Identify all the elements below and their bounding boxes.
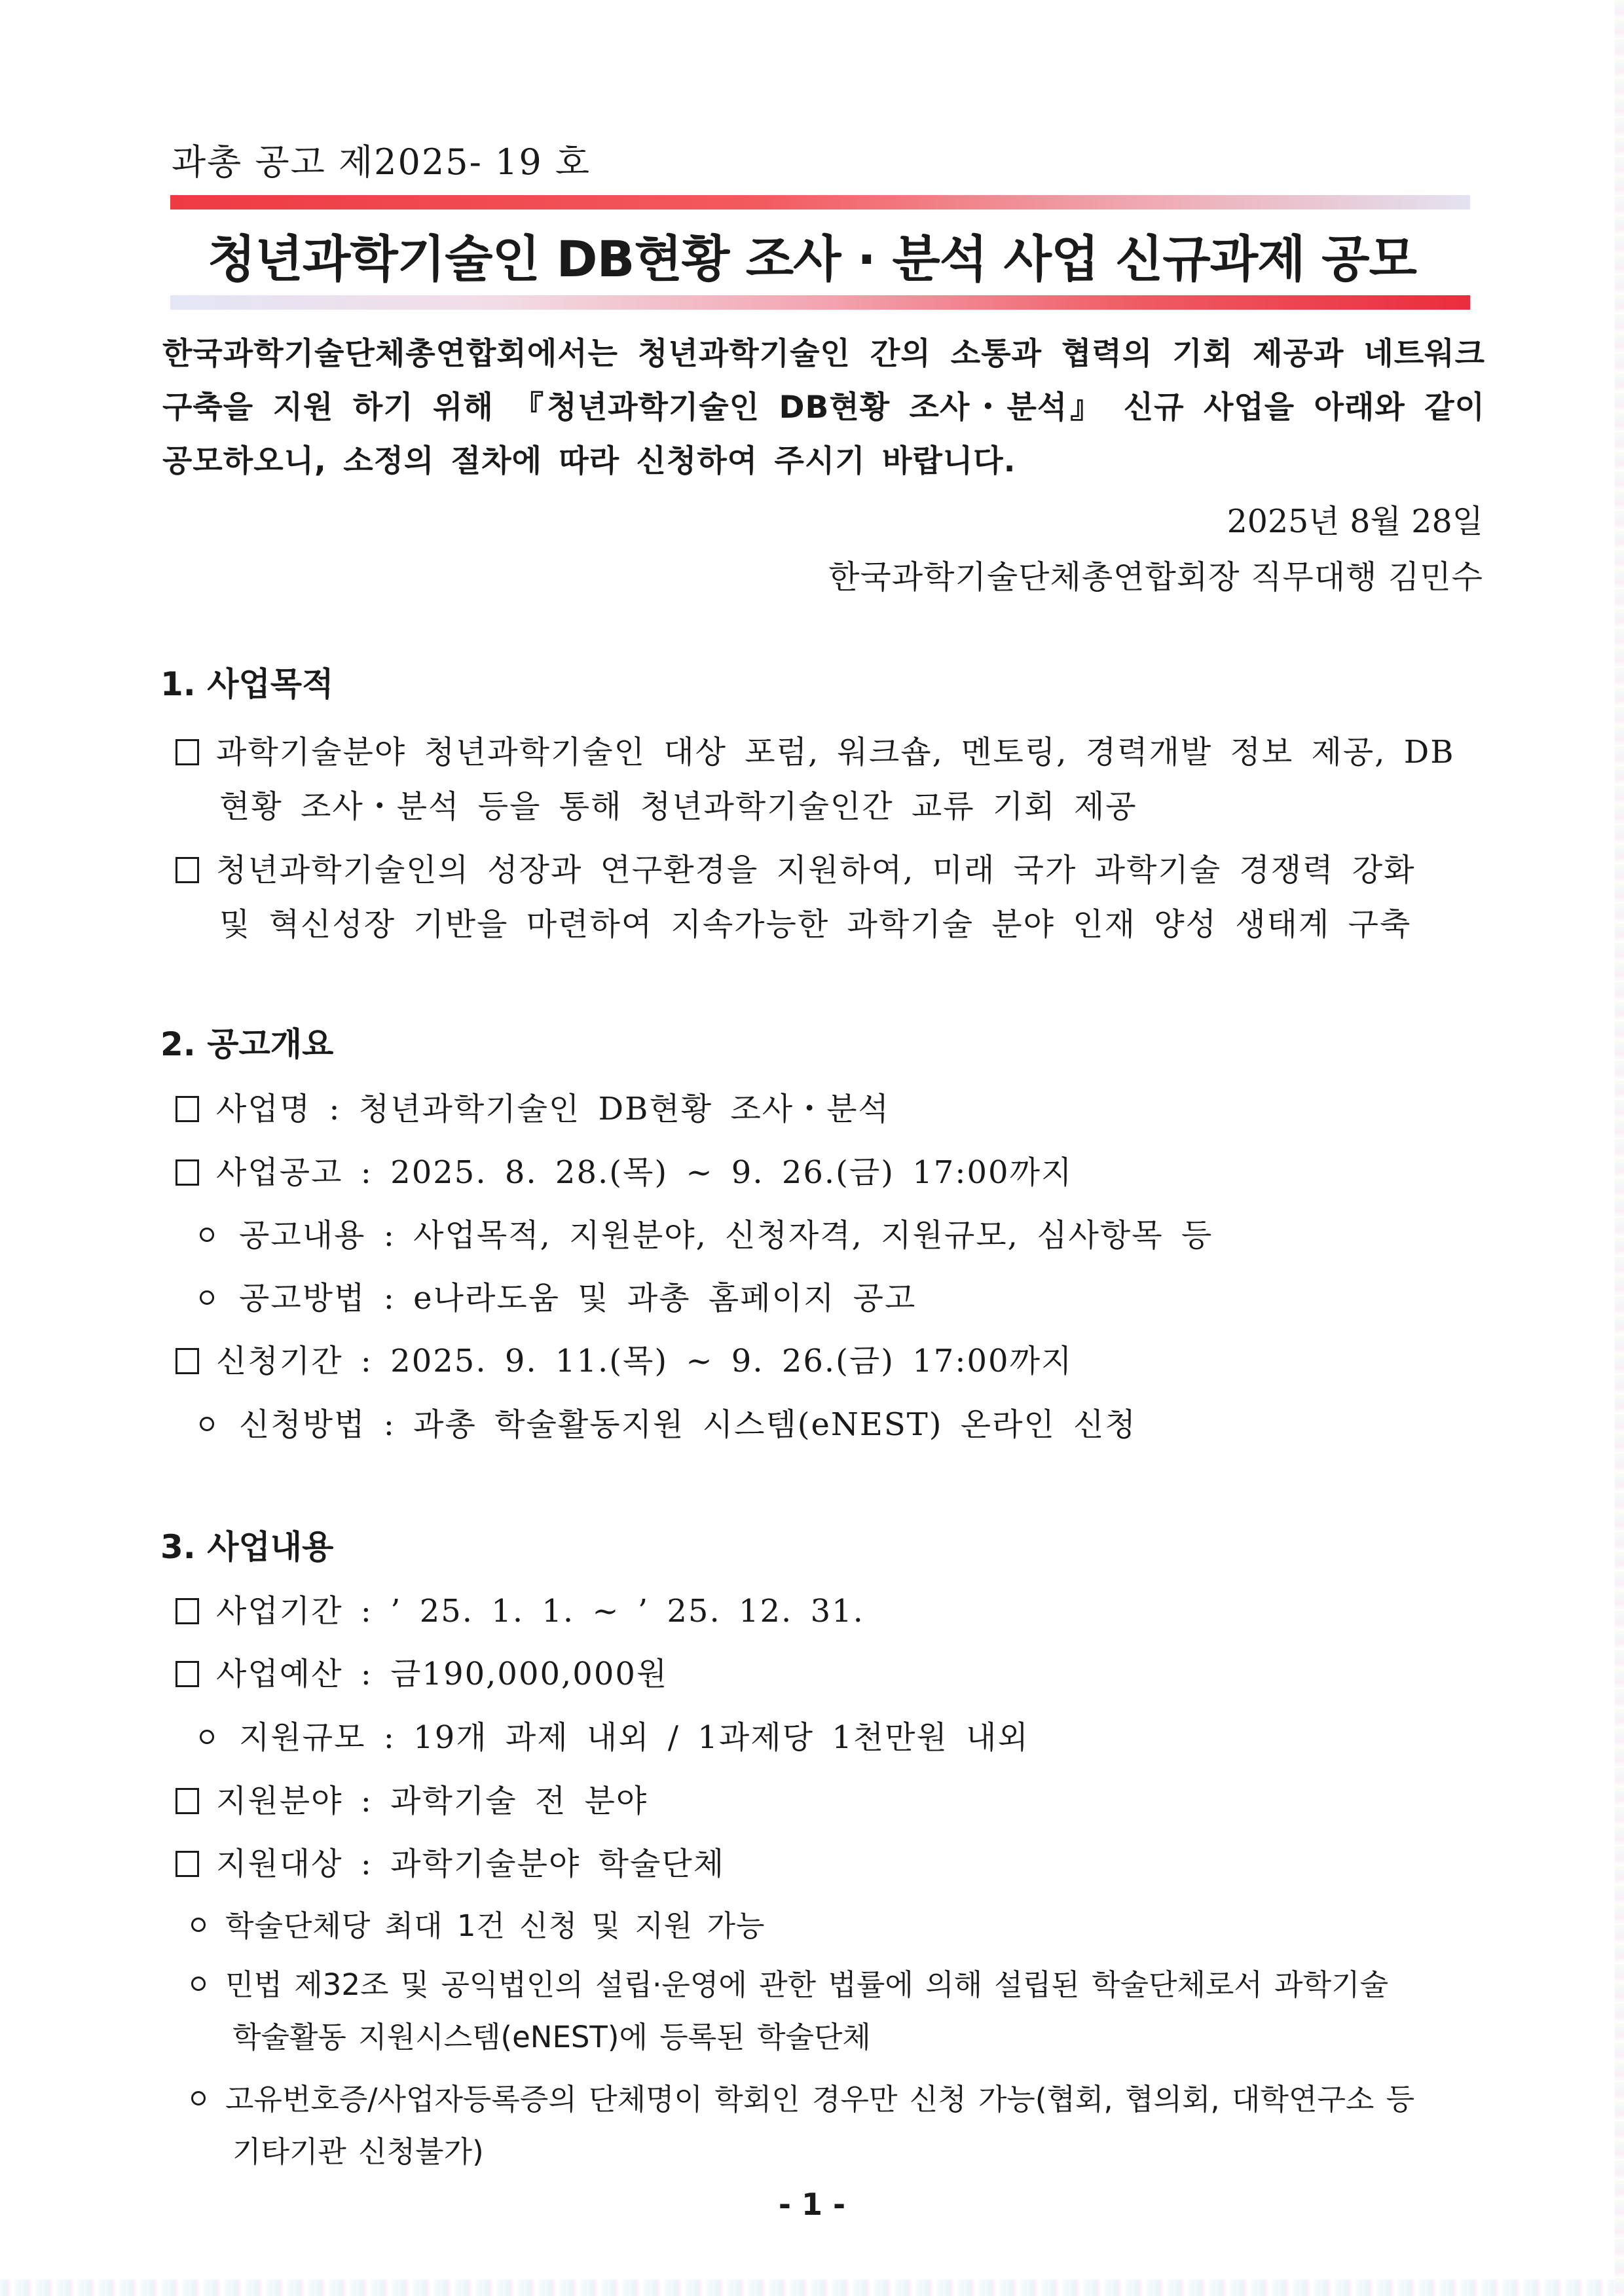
square-bullet-icon	[175, 857, 199, 883]
page-number: - 1 -	[778, 2187, 846, 2222]
list-item-continuation: 학술활동 지원시스템(eNEST)에 등록된 학술단체	[232, 2020, 871, 2054]
square-bullet-icon	[175, 1788, 199, 1814]
list-item-budget: 사업예산 : 금190,000,000원	[175, 1649, 668, 1694]
announcement-date: 2025년 8월 28일	[1227, 503, 1483, 540]
title-bar-bottom	[170, 295, 1470, 310]
page-title: 청년과학기술인 DB현황 조사 · 분석 사업 신규과제 공모	[208, 230, 1416, 288]
list-item-project-period: 사업기간 : ’ 25. 1. 1. ~ ’ 25. 12. 31.	[175, 1586, 864, 1631]
list-item-project-name: 사업명 : 청년과학기술인 DB현황 조사・분석	[175, 1084, 890, 1129]
square-bullet-icon	[175, 1348, 199, 1374]
section-heading-overview: 2. 공고개요	[160, 1025, 334, 1063]
square-bullet-icon	[175, 1598, 199, 1624]
list-item-continuation: 현황 조사・분석 등을 통해 청년과학기술인간 교류 기회 제공	[219, 788, 1137, 825]
circle-bullet-icon	[200, 1228, 214, 1242]
intro-paragraph: 한국과학기술단체총연합회에서는 청년과학기술인 간의 소통과 협력의 기회 제공과 네트워크 구축을 지원 하기 위해 『청년과학기술인 DB현황 조사・분석』 신규 사업을 아래와 같이 공모하오니, 소정의 절차에 따라 신청하여 주시기 바랍니다.	[162, 336, 1485, 479]
scan-artifact-right	[1615, 0, 1624, 2296]
list-item-eligibility-limit: 학술단체당 최대 1건 신청 및 지원 가능	[191, 1902, 766, 1944]
square-bullet-icon	[175, 739, 199, 765]
scan-artifact-bottom	[0, 2280, 1624, 2296]
list-item-announcement-method: 공고방법 : e나라도움 및 과총 홈페이지 공고	[200, 1273, 916, 1318]
square-bullet-icon	[175, 1661, 199, 1687]
square-bullet-icon	[175, 1159, 199, 1186]
circle-bullet-icon	[191, 1918, 206, 1932]
list-item-support-target: 지원대상 : 과학기술분야 학술단체	[175, 1838, 725, 1884]
list-item: 과학기술분야 청년과학기술인 대상 포럼, 워크숍, 멘토링, 경력개발 정보 제공, DB	[175, 727, 1455, 772]
list-item: 청년과학기술인의 성장과 연구환경을 지원하여, 미래 국가 과학기술 경쟁력 강화	[175, 845, 1415, 890]
section-heading-purpose: 1. 사업목적	[160, 665, 334, 703]
circle-bullet-icon	[191, 2091, 206, 2105]
square-bullet-icon	[175, 1851, 199, 1877]
list-item-continuation: 기타기관 신청불가)	[232, 2134, 484, 2169]
circle-bullet-icon	[200, 1290, 214, 1305]
list-item-eligibility-society-only: 고유번호증/사업자등록증의 단체명이 학회인 경우만 신청 가능(협회, 협의회, 대학연구소 등	[191, 2075, 1414, 2118]
list-item-continuation: 및 혁신성장 기반을 마련하여 지속가능한 과학기술 분야 인재 양성 생태계 구축	[219, 906, 1412, 943]
circle-bullet-icon	[200, 1730, 214, 1744]
list-item-eligibility-legal: 민법 제32조 및 공익법인의 설립·운영에 관한 법률에 의해 설립된 학술단체로서 과학기술	[191, 1961, 1388, 2003]
list-item-announcement-period: 사업공고 : 2025. 8. 28.(목) ~ 9. 26.(금) 17:00까지	[175, 1147, 1073, 1192]
list-item-application-period: 신청기간 : 2025. 9. 11.(목) ~ 9. 26.(금) 17:00까지	[175, 1336, 1073, 1381]
list-item-announcement-content: 공고내용 : 사업목적, 지원분야, 신청자격, 지원규모, 심사항목 등	[200, 1210, 1213, 1255]
circle-bullet-icon	[191, 1977, 206, 1991]
list-item-support-scale: 지원규모 : 19개 과제 내외 / 1과제당 1천만원 내외	[200, 1712, 1029, 1757]
list-item-application-method: 신청방법 : 과총 학술활동지원 시스템(eNEST) 온라인 신청	[200, 1399, 1137, 1444]
section-heading-content: 3. 사업내용	[160, 1528, 334, 1566]
square-bullet-icon	[175, 1096, 199, 1122]
signatory: 한국과학기술단체총연합회장 직무대행 김민수	[828, 558, 1483, 596]
list-item-support-field: 지원분야 : 과학기술 전 분야	[175, 1776, 648, 1821]
circle-bullet-icon	[200, 1417, 214, 1431]
title-bar-top	[170, 195, 1470, 210]
document-number: 과총 공고 제2025- 19 호	[172, 141, 591, 183]
